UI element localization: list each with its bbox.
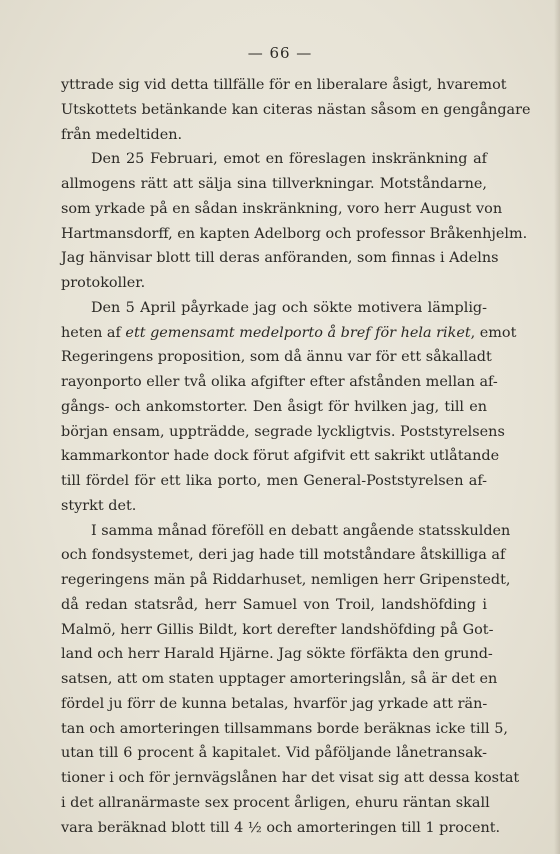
text-line: Utskottets betänkande kan citeras nästan såsom en gengångare xyxy=(61,101,531,118)
text-line: vara beräknad blott till 4 ½ och amorteringen till 1 procent. xyxy=(61,819,501,836)
page-number: — 66 — xyxy=(247,44,313,62)
text-line: Den 25 Februari, emot en föreslagen inskränkning af xyxy=(91,151,487,168)
text-line: land och herr Harald Hjärne. Jag sökte förfäkta den grund- xyxy=(61,646,493,663)
text-line: till fördel för ett lika porto, men General-Poststyrelsen af- xyxy=(61,473,487,489)
line-prefix: heten af xyxy=(61,324,126,341)
text-line: tioner i och för jernvägslånen har det visat sig att dessa kostat xyxy=(61,770,520,786)
text-line: utan till 6 procent å kapitalet. Vid påföljande lånetransak- xyxy=(61,745,487,762)
text-line: som yrkade på en sådan inskränkning, voro herr August von xyxy=(61,200,503,217)
text-line: fördel ju förr de kunna betalas, hvarför jag yrkade att rän- xyxy=(61,695,488,712)
text-line: protokoller. xyxy=(61,275,146,291)
text-line-with-italic xyxy=(61,321,517,346)
text-line: allmogens rätt att sälja sina tillverkningar. Motståndarne, xyxy=(61,176,487,192)
text-line: tan och amorteringen tillsammans borde beräknas icke till 5, xyxy=(61,720,508,737)
text-line: gångs- och ankomstorter. Den åsigt för hvilken jag, till en xyxy=(61,398,487,415)
text-line: Malmö, herr Gillis Bildt, kort derefter landshöfding på Got- xyxy=(61,621,494,638)
page-edge-shadow xyxy=(554,0,560,854)
text-line: Regeringens proposition, som då ännu var för ett såkalladt xyxy=(61,349,492,366)
text-line: Hartmansdorff, en kapten Adelborg och professor Bråkenhjelm. xyxy=(61,225,528,242)
text-line: från medeltiden. xyxy=(61,126,183,143)
text-line: styrkt det. xyxy=(61,497,137,514)
line-suffix: , emot xyxy=(470,324,517,341)
text-line: och fondsystemet, deri jag hade till motståndare åtskilliga af xyxy=(61,547,506,564)
italic-phrase: ett gemensamt medelporto å bref för hela riket xyxy=(125,324,471,341)
text-line: regeringens män på Riddarhuset, nemligen herr Gripenstedt, xyxy=(61,572,511,588)
text-line: i det allranärmaste sex procent årligen, ehuru räntan skall xyxy=(61,794,490,811)
text-line: kammarkontor hade dock förut afgifvit ett sakrikt utlåtande xyxy=(61,448,500,465)
text-line: Jag hänvisar blott till deras anföranden, som finnas i Adelns xyxy=(61,250,499,267)
text-line: I samma månad föreföll en debatt angående statsskulden xyxy=(91,522,511,539)
text-line: då redan statsråd, herr Samuel von Troil, landshöfding i xyxy=(61,596,487,613)
text-line: satsen, att om staten upptager amorteringslån, så är det en xyxy=(61,671,498,687)
text-line: rayonporto eller två olika afgifter efter afstånden mellan af- xyxy=(61,374,498,390)
text-line: början ensam, uppträdde, segrade lyckligtvis. Poststyrelsens xyxy=(61,423,505,440)
body-text xyxy=(61,73,531,840)
text-line: Den 5 April påyrkade jag och sökte motivera lämplig- xyxy=(91,299,487,316)
text-line: yttrade sig vid detta tillfälle för en liberalare åsigt, hvaremot xyxy=(61,77,507,93)
